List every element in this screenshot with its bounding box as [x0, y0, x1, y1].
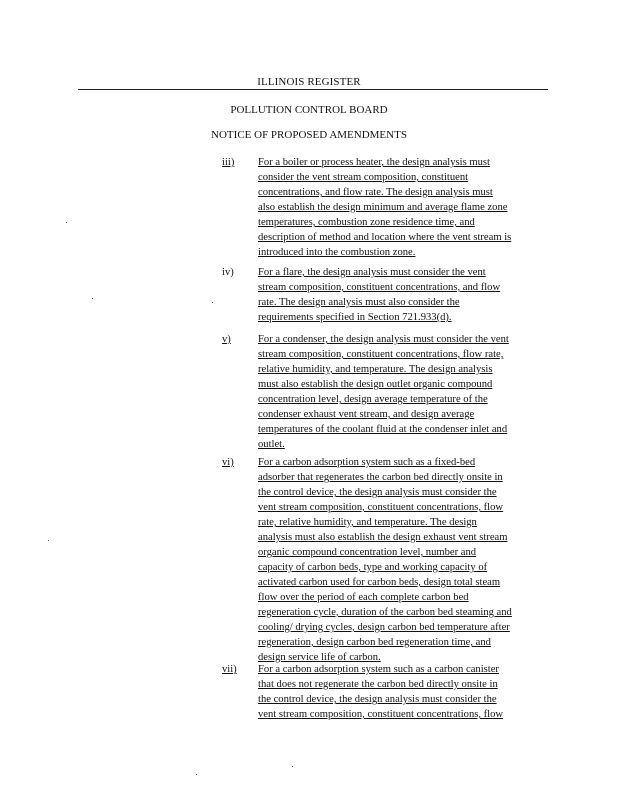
subsection-marker: vi) [222, 457, 234, 468]
subsection-marker: vii) [222, 664, 237, 675]
text-line: vent stream composition, constituent concentrations, flow [258, 709, 504, 720]
scan-speck [196, 774, 197, 775]
text-line: flow over the period of each complete carbon bed [258, 592, 469, 603]
text-line: activated carbon used for carbon beds, design total steam [258, 577, 501, 588]
text-line: capacity of carbon beds, type and working capacity of [258, 562, 488, 573]
notice-heading: NOTICE OF PROPOSED AMENDMENTS [211, 129, 407, 141]
text-line: rate. The design analysis must also consider the [258, 297, 460, 308]
text-line: requirements specified in Section 721.933(d). [258, 312, 452, 323]
text-line: the control device, the design analysis must consider the [258, 487, 497, 498]
text-line: description of method and location where the vent stream is [258, 232, 512, 243]
text-line: temperatures of the coolant fluid at the condenser inlet and [258, 424, 508, 435]
text-line: stream composition, constituent concentrations, flow rate, [258, 349, 504, 360]
text-line: For a condenser, the design analysis must consider the vent [258, 334, 509, 345]
text-line: temperatures, combustion zone residence time, and [258, 217, 475, 228]
subsection-text [258, 332, 552, 452]
text-line: cooling/ drying cycles, design carbon bed temperature after [258, 622, 510, 633]
text-line: outlet. [258, 439, 285, 450]
text-line: design service life of carbon. [258, 652, 381, 663]
subsection-marker: v) [222, 334, 231, 345]
text-line: stream composition, constituent concentrations, and flow [258, 282, 501, 293]
board-heading: POLLUTION CONTROL BOARD [230, 104, 388, 116]
scan-speck [48, 540, 49, 541]
text-line: concentrations, and flow rate. The design analysis must [258, 187, 493, 198]
scan-speck [292, 766, 293, 767]
text-line: For a flare, the design analysis must consider the vent [258, 267, 486, 278]
text-line: introduced into the combustion zone. [258, 247, 416, 258]
text-line: must also establish the design outlet organic compound [258, 379, 493, 390]
text-line: analysis must also establish the design exhaust vent stream [258, 532, 508, 543]
subsection-marker: iii) [222, 157, 235, 168]
text-line: adsorber that regenerates the carbon bed directly onsite in [258, 472, 503, 483]
text-line: organic compound concentration level, number and [258, 547, 477, 558]
text-line: For a carbon adsorption system such as a carbon canister [258, 664, 499, 675]
scan-speck [66, 222, 67, 223]
text-line: that does not regenerate the carbon bed directly onsite in [258, 679, 498, 690]
text-line: regeneration cycle, duration of the carbon bed steaming and [258, 607, 512, 618]
header-rule [78, 89, 548, 90]
text-line: regeneration, design carbon bed regeneration time, and [258, 637, 491, 648]
text-line: condenser exhaust vent stream, and design average [258, 409, 475, 420]
register-heading: ILLINOIS REGISTER [257, 76, 361, 88]
text-line: the control device, the design analysis must consider the [258, 694, 497, 705]
subsection-marker: iv) [222, 267, 234, 278]
scan-speck [212, 302, 213, 303]
text-line: consider the vent stream composition, constituent [258, 172, 469, 183]
text-line: concentration level, design average temperature of the [258, 394, 488, 405]
text-line: also establish the design minimum and average flame zone [258, 202, 508, 213]
subsection-text [258, 455, 552, 665]
subsection-text [258, 662, 552, 722]
subsection-text [258, 155, 552, 260]
text-line: relative humidity, and temperature. The design analysis [258, 364, 493, 375]
text-line: For a boiler or process heater, the design analysis must [258, 157, 490, 168]
text-line: rate, relative humidity, and temperature. The design [258, 517, 477, 528]
subsection-text [258, 265, 552, 325]
text-line: For a carbon adsorption system such as a fixed-bed [258, 457, 476, 468]
scan-speck [92, 298, 93, 299]
text-line: vent stream composition, constituent concentrations, flow [258, 502, 504, 513]
